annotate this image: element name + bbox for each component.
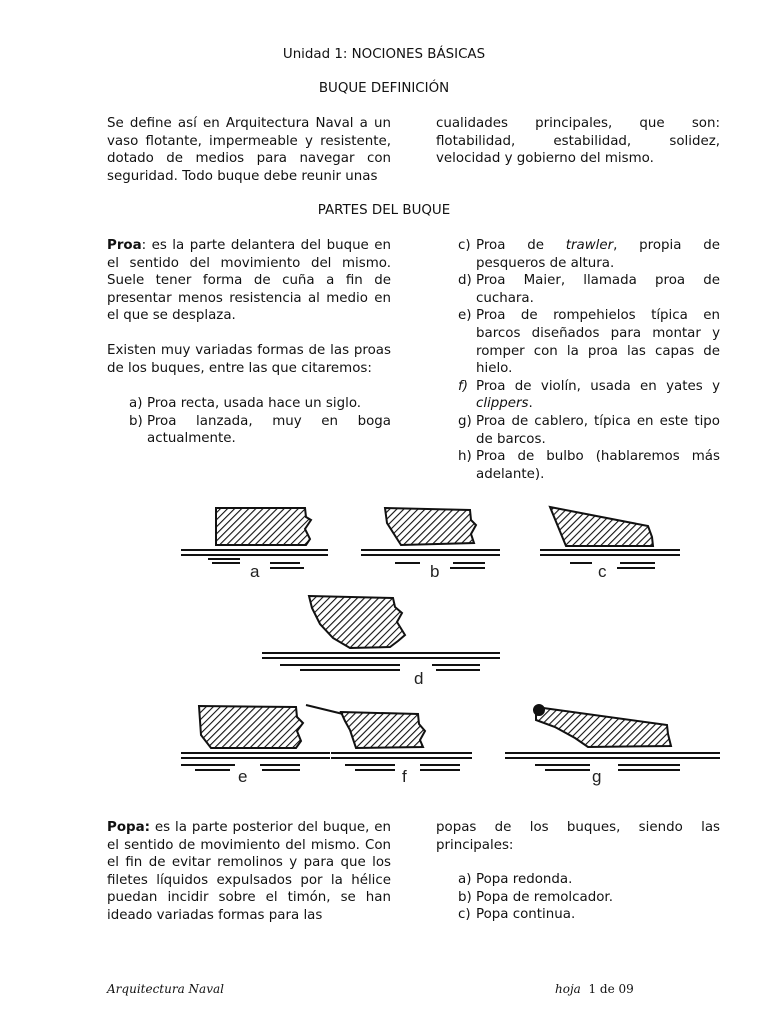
bow-types-illustration <box>0 495 768 805</box>
popa-continuation: popas de los buques, siendo las principales: <box>436 820 720 853</box>
footer-title: Arquitectura Naval <box>107 982 224 996</box>
definition-right-text: cualidades principales, que son: flotabilidad, estabilidad, solidez, velocidad y gobierno del mismo. <box>436 116 720 167</box>
bow-f-shape <box>341 712 425 748</box>
bowsprit-f <box>306 705 343 714</box>
popa-term: Popa: <box>107 820 150 835</box>
list-item: b) Popa de remolcador. <box>458 889 613 905</box>
popa-definition: es la parte posterior del buque, en el sentido de movimiento del mismo. Con el fin de evitar remolinos y para que los filetes líquidos expulsados por la hélice puedan incidir sobre el timón, se han ideado variadas formas para las <box>107 820 391 923</box>
section-title-parts: PARTES DEL BUQUE <box>317 203 451 218</box>
list-item: f) Proa de violín, usada en yates y clippers. <box>458 378 720 412</box>
fig-label-c: c <box>598 562 607 581</box>
list-item: g) Proa de cablero, típica en este tipo de barcos. <box>458 413 720 447</box>
bow-b-shape <box>385 508 476 545</box>
list-item: a) Popa redonda. <box>458 872 573 888</box>
definition-left-text: Se define así en Arquitectura Naval a un vaso flotante, impermeable y resistente, dotado de medios para navegar con seguridad. Todo buque debe reunir unas <box>107 116 391 184</box>
list-item: h) Proa de bulbo (hablaremos más adelante). <box>458 449 720 482</box>
list-item: a) Proa recta, usada hace un siglo. <box>129 396 362 412</box>
fig-label-b: b <box>430 562 440 581</box>
proa-forms-paragraph: Existen muy variadas formas de las proas de los buques, entre las que citaremos: <box>107 342 391 376</box>
list-item: e) Proa de rompehielos típica en barcos diseñados para montar y romper con la proa las capas de hielo. <box>458 308 720 377</box>
proa-term: Proa <box>107 238 142 253</box>
popa-paragraph <box>107 819 391 925</box>
unit-title: Unidad 1: NOCIONES BÁSICAS <box>282 47 486 62</box>
list-item: d) Proa Maier, llamada proa de cuchara. <box>458 273 720 306</box>
list-item: b) Proa lanzada, muy en boga actualmente. <box>129 413 391 447</box>
list-item: c) Popa continua. <box>458 907 576 923</box>
footer-page <box>555 981 634 999</box>
popa-list <box>436 871 720 924</box>
bow-d-shape <box>309 596 405 648</box>
fig-label-g: g <box>592 767 602 786</box>
proa-definition: : es la parte delantera del buque en el sentido del movimiento del mismo. Suele tener forma de cuña a fin de presentar menos resistencia al medio en el que se desplaza. <box>107 238 391 324</box>
list-item: c) Proa de trawler, propia de pesqueros de altura. <box>458 238 720 271</box>
proa-left-column <box>107 237 391 448</box>
fig-label-f: f <box>402 767 407 786</box>
ram-g <box>534 705 544 715</box>
proa-list-right <box>458 237 720 483</box>
fig-label-d: d <box>414 669 424 688</box>
footer-page-word: hoja <box>555 982 581 996</box>
bow-c-shape <box>550 507 653 546</box>
footer-page-number: 1 de 09 <box>588 982 634 996</box>
bow-g-shape <box>536 707 671 747</box>
proa-paragraph <box>107 237 391 325</box>
bow-e-shape <box>199 706 303 748</box>
bow-a-shape <box>216 508 311 545</box>
proa-list-left <box>107 395 391 448</box>
fig-label-a: a <box>250 562 260 581</box>
popa-right-column <box>436 819 720 924</box>
fig-label-e: e <box>238 767 248 786</box>
section-title-definition: BUQUE DEFINICIÓN <box>318 81 450 96</box>
